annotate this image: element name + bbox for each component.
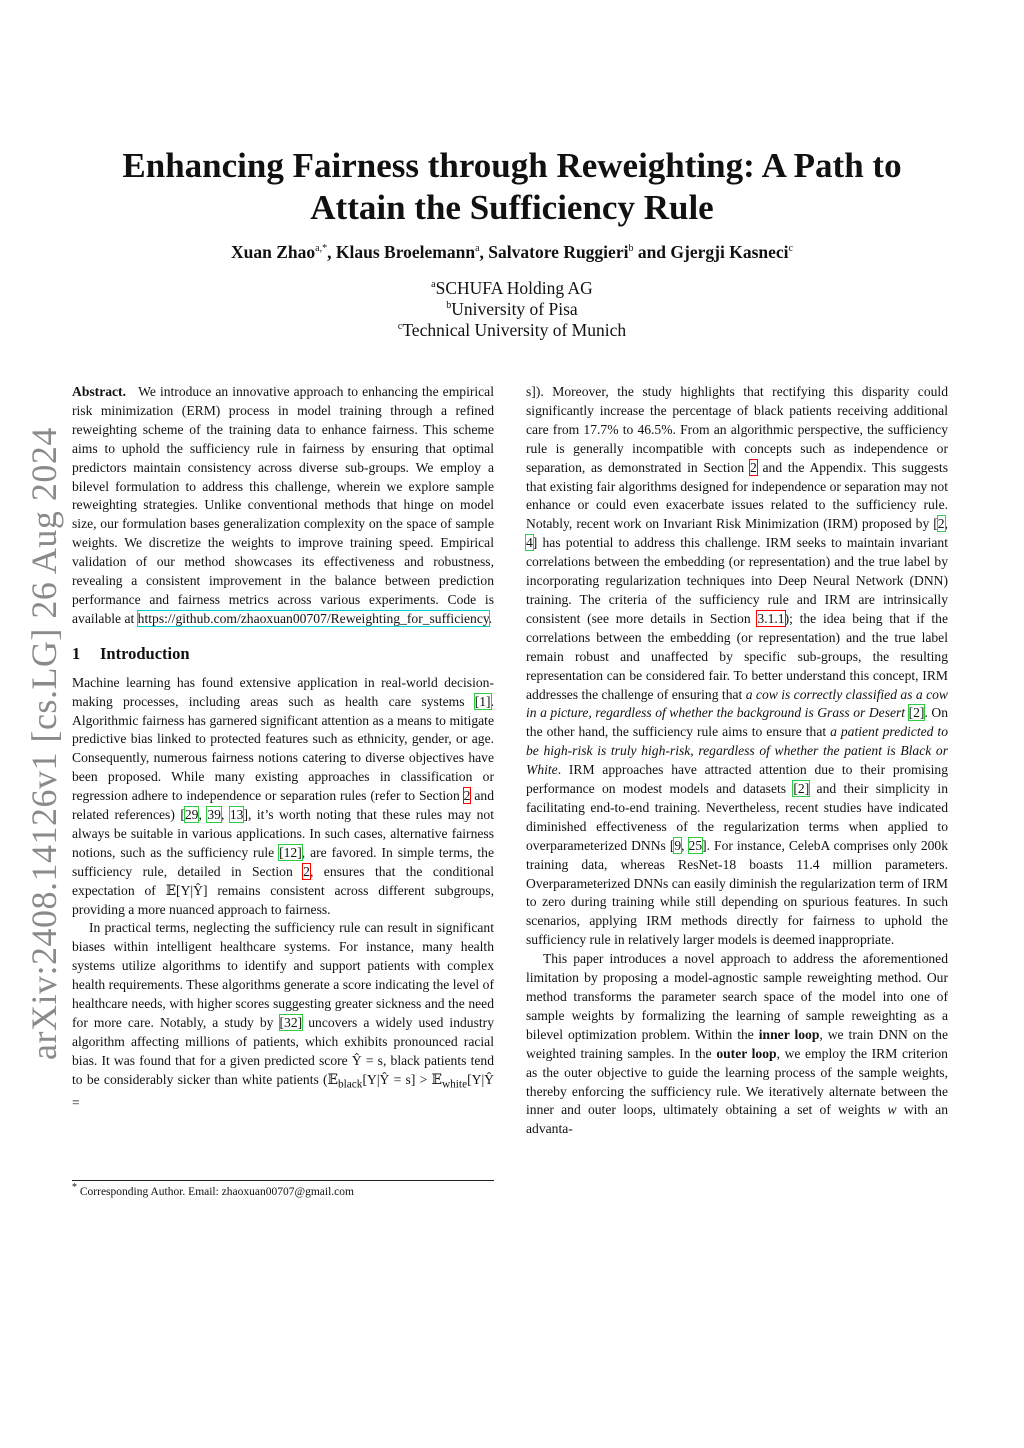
citation-link[interactable]: 9 bbox=[674, 837, 682, 853]
citation-link[interactable]: [12] bbox=[279, 844, 302, 860]
affiliation bbox=[80, 320, 944, 341]
arxiv-identifier: arXiv:2408.14126v1 [cs.LG] 26 Aug 2024 bbox=[24, 427, 64, 1060]
intro-paragraph-2: In practical terms, neglecting the sufficiency rule can result in significant biases within intelligent healthcare systems. For instance, many health systems utilize algorithms to identify and support patients with complex health requirements. These algorithms generate a score indicating the level of healthcare needs, with higher scores suggesting greater sickness and the need for more care. Notably, a study by [32] uncovers a widely used industry algorithm affecting millions of patients, which exhibits pronounced racial bias. It was found that for a given predicted score Ŷ = s, black patients tend to be considerably sicker than white patients (𝔼$_{black}$[Y|Ŷ = s] > 𝔼$_{white}$[Y|Ŷ = bbox=[72, 920, 494, 1111]
citation-link[interactable]: 13 bbox=[229, 807, 244, 823]
affiliation-name: University of Pisa bbox=[451, 299, 578, 319]
affiliation-list bbox=[80, 278, 944, 341]
section-ref-link[interactable]: 2 bbox=[303, 863, 310, 879]
abstract-text: We introduce an innovative approach to enhancing the empirical risk minimization (ERM) process in model training through a refined reweighting scheme of the training data to enhance fairness. This scheme aims to uphold the sufficiency rule in fairness by ensuring that optimal predictors maintain consistency across diverse sub-groups. We employ a bilevel formulation to address this challenge, wherein we explore sample reweighting strategies. Unlike conventional methods that hinge on model size, our formulation bases generalization complexity on the space of sample weights. We discretize the weights to improve training speed. Empirical validation of our method showcases its effectiveness and robustness, revealing a consistent improvement in the balance between prediction performance and fairness metrics across various experiments. Code is available at bbox=[72, 384, 494, 626]
author-name: Gjergji Kasneci bbox=[670, 242, 789, 262]
author-affiliation-mark: a,* bbox=[315, 243, 328, 255]
italic-phrase: a cow is correctly classified as a cow in a picture, regardless of whether the background is Grass or Desert bbox=[526, 686, 948, 721]
math-subscript: black bbox=[337, 1078, 363, 1091]
author-name: Klaus Broelemann bbox=[335, 242, 476, 262]
author-affiliation-mark: a bbox=[475, 243, 480, 255]
affiliation-name: SCHUFA Holding AG bbox=[435, 278, 593, 298]
citation-link[interactable]: [2] bbox=[793, 781, 810, 797]
math-subscript: white bbox=[441, 1078, 468, 1091]
affiliation-mark: a bbox=[431, 279, 436, 291]
footnote-divider bbox=[72, 1180, 494, 1181]
citation-link[interactable]: [1] bbox=[474, 693, 491, 709]
citation-link[interactable]: 25 bbox=[688, 837, 703, 853]
paper-title: Enhancing Fairness through Reweighting: A Path to Attain the Sufficiency Rule bbox=[122, 146, 902, 227]
section-ref-link[interactable]: 3.1.1 bbox=[757, 610, 785, 626]
affiliation bbox=[80, 278, 944, 299]
author-affiliation-mark: c bbox=[788, 243, 793, 255]
affiliation bbox=[80, 299, 944, 320]
section-heading-introduction bbox=[72, 645, 494, 664]
affiliation-mark: c bbox=[397, 321, 403, 333]
abstract-end: . bbox=[488, 610, 493, 626]
left-column bbox=[72, 383, 494, 1113]
math-variable: w bbox=[887, 1102, 897, 1118]
section-ref-link[interactable]: 2 bbox=[463, 788, 471, 804]
author-name: Salvatore Ruggieri bbox=[488, 242, 629, 262]
author-name: Xuan Zhao bbox=[231, 242, 316, 262]
code-link[interactable]: https://github.com/zhaoxuan00707/Reweighting_for_sufficiency bbox=[137, 610, 489, 626]
footnote bbox=[72, 1182, 502, 1200]
right-column bbox=[526, 383, 948, 1139]
author-affiliation-mark: b bbox=[628, 243, 634, 255]
abstract bbox=[72, 383, 494, 629]
section-title: Introduction bbox=[100, 643, 190, 663]
citation-link[interactable]: 4 bbox=[526, 535, 533, 551]
citation-link[interactable]: [2] bbox=[908, 705, 925, 721]
citation-link[interactable]: [32] bbox=[279, 1015, 303, 1030]
footnote-text: Corresponding Author. Email: zhaoxuan00707@gmail.com bbox=[77, 1186, 354, 1198]
italic-phrase: a patient predicted to be high-risk is truly high-risk, regardless of whether the patient is Black or White bbox=[526, 724, 948, 778]
intro-paragraph-3: s]). Moreover, the study highlights that rectifying this disparity could significantly increase the percentage of black patients receiving additional care from 17.7% to 46.5%. From an algorithmic perspective, the sufficiency rule is generally incompatible with concepts such as independence or separation, as demonstrated in Section 2 and the Appendix. This suggests that existing fair algorithms designed for independence or separation may not enhance or could even exacerbate issues related to the sufficiency rule. Notably, recent work on Invariant Risk Minimization (IRM) proposed by [2, 4] has potential to address this challenge. IRM seeks to maintain invariant correlations between the embedding (or representation) and the true label by incorporating regularization techniques into Deep Neural Network (DNN) training. The criteria of the sufficiency rule and IRM are intrinsically consistent (see more details in Section 3.1.1); the idea being that if the correlations between the embedding (or representation) and the true label remain robust and unaffected by specific sub-groups, the resulting representation can be considered fair. To better understand this concept, IRM addresses the challenge of ensuring that a cow is correctly classified as a cow in a picture, regardless of whether the background is Grass or Desert [2]. On the other hand, the sufficiency rule aims to ensure that a patient predicted to be high-risk is truly high-risk, regardless of whether the patient is Black or White. IRM approaches have attracted attention due to their promising performance on modest models and datasets [2] and their simplicity in facilitating end-to-end training. Nevertheless, recent studies have indicated diminished effectiveness of the regularization terms when applied to overparameterized DNNs [9, 25]. For instance, CelebA comprises only 200k training data, whereas ResNet-18 boasts 11.4 million parameters. Overparameterized DNNs can easily diminish the regularization term of IRM to zero during training while still depending on spurious features. In such scenarios, applying IRM methods directly for fairness to uphold the sufficiency rule in relatively larger models is deemed inappropriate. bbox=[526, 384, 949, 948]
citation-link[interactable]: 39 bbox=[207, 807, 221, 823]
bold-term: inner loop bbox=[758, 1026, 820, 1042]
intro-paragraph-1: Machine learning has found extensive application in real-world decision-making processes, including areas such as health care systems [1]. Algorithmic fairness has garnered significant attention as a means to mitigate predictive bias linked to protected features such as ethnicity, gender, or age. Consequently, numerous fairness notions catering to diverse objectives have been proposed. While many existing approaches in classification or regression adhere to independence or separation rules (refer to Section 2 and related references) [29, 39, 13], it’s worth noting that these rules may not always be suitable in various applications. In such cases, alternative fairness notions, such as the sufficiency rule [12], are favored. In simple terms, the sufficiency rule, detailed in Section 2, ensures that the conditional expectation of 𝔼[Y|Ŷ] remains consistent across different subgroups, providing a more nuanced approach to fairness. bbox=[72, 674, 495, 917]
affiliation-name: Technical University of Munich bbox=[402, 320, 627, 340]
citation-link[interactable]: 2 bbox=[937, 516, 945, 532]
author-list: Xuan Zhao$^{a,*}$, Klaus Broelemann$^a$, Salvatore Ruggieri$^b$ and Gjergji Kasneci$^c$ bbox=[231, 242, 793, 262]
section-ref-link[interactable]: 2 bbox=[749, 459, 757, 475]
section-number: 1 bbox=[72, 643, 81, 663]
affiliation-mark: b bbox=[446, 300, 452, 312]
footnote-mark: * bbox=[72, 1182, 77, 1194]
citation-link[interactable]: 29 bbox=[184, 807, 199, 823]
bold-term: outer loop bbox=[716, 1045, 777, 1061]
intro-paragraph-4: This paper introduces a novel approach to address the aforementioned limitation by proposing a model-agnostic sample reweighting method. Our method transforms the parameter search space of the model into one of sample weights by formalizing the learning of sample reweighting as a bilevel optimization problem. Within the inner loop, we train DNN on the weighted training samples. In the outer loop, we employ the IRM criterion as the outer objective to guide the learning process of the sample weights, thereby enforcing the sufficiency rule. We iteratively alternate between the inner and outer loops, ultimately obtaining a set of weights w with an advanta- bbox=[526, 951, 949, 1137]
abstract-label: Abstract. bbox=[72, 384, 126, 399]
